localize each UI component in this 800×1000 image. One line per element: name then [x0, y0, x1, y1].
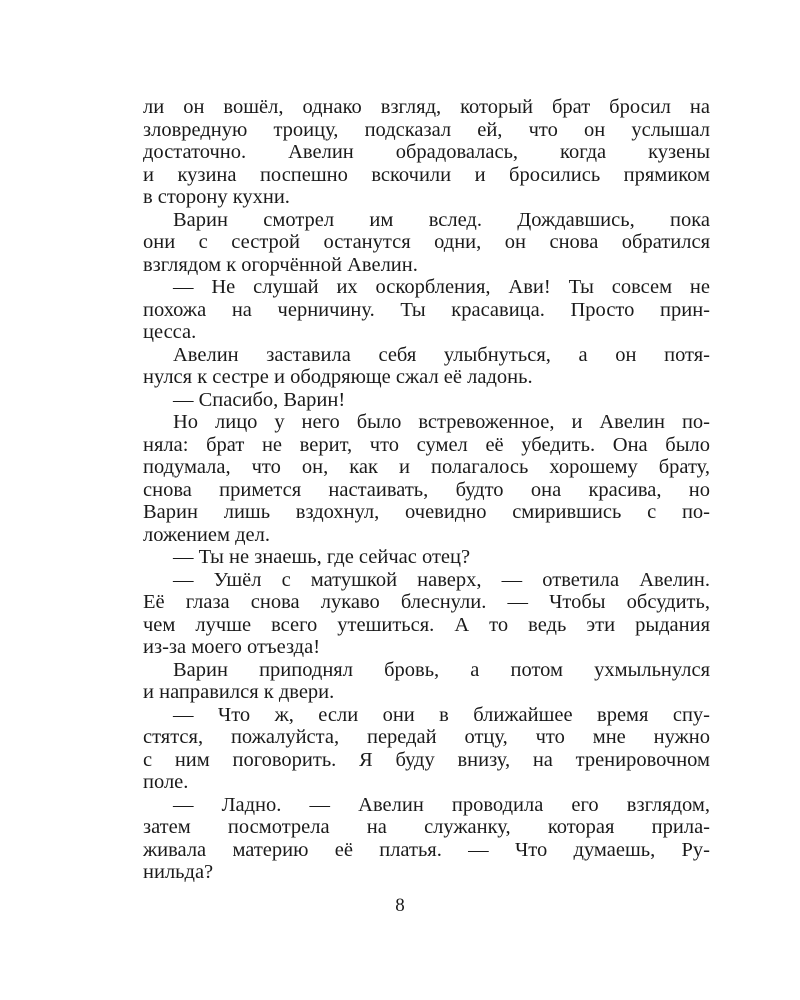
text-line: нильда?	[143, 861, 214, 883]
text-line: похожа на черничину. Ты красавица. Просто прин-	[143, 298, 710, 321]
text-line: поле.	[143, 771, 189, 793]
text-line: — Ушёл с матушкой наверх, — ответила Авелин.	[173, 568, 710, 591]
text-line: живала материю её платья. — Что думаешь, Ру-	[143, 838, 710, 861]
text-line: Авелин заставила себя улыбнуться, а он потя-	[173, 343, 710, 366]
text-line: — Ты не знаешь, где сейчас отец?	[173, 546, 471, 568]
text-line: — Ладно. — Авелин проводила его взглядом,	[173, 793, 710, 816]
text-line: — Что ж, если они в ближайшее время спу-	[173, 703, 710, 726]
text-line: Варин лишь вздохнул, очевидно смирившись с по-	[143, 501, 710, 523]
text-line: цесса.	[143, 321, 197, 343]
text-line: взглядом к огорчённой Авелин.	[143, 253, 418, 276]
page-number: 8	[395, 895, 405, 916]
text-line: ли он вошёл, однако взгляд, который брат бросил на	[143, 96, 710, 118]
text-line: Варин приподнял бровь, а потом ухмыльнулся	[173, 658, 710, 681]
text-line: стятся, пожалуйста, передай отцу, что мне нужно	[143, 726, 710, 748]
text-line: зловредную троицу, подсказал ей, что он услышал	[143, 118, 710, 141]
text-line: в сторону кухни.	[143, 186, 290, 208]
text-line: — Не слушай их оскорбления, Ави! Ты совсем не	[173, 276, 710, 298]
text-line: няла: брат не верит, что сумел её убедить. Она было	[143, 433, 710, 456]
text-line: подумала, что он, как и полагалось хорошему брату,	[143, 456, 710, 478]
text-line: Её глаза снова лукаво блеснули. — Чтобы обсудить,	[143, 591, 710, 613]
body-text	[143, 96, 710, 884]
text-line: из-за моего отъезда!	[143, 636, 321, 658]
text-line: достаточно. Авелин обрадовалась, когда кузены	[143, 141, 710, 163]
text-line: и направился к двери.	[143, 681, 335, 703]
text-line: затем посмотрела на служанку, которая прила-	[143, 816, 710, 838]
text-line: Варин смотрел им вслед. Дождавшись, пока	[173, 208, 710, 231]
text-line: нулся к сестре и ободряюще сжал её ладонь.	[143, 366, 533, 388]
text-line: чем лучше всего утешиться. А то ведь эти рыдания	[143, 613, 710, 636]
text-line: они с сестрой останутся одни, он снова обратился	[143, 231, 710, 253]
text-line: снова примется настаивать, будто она красива, но	[143, 478, 710, 501]
text-line: с ним поговорить. Я буду внизу, на тренировочном	[143, 748, 710, 771]
text-line: ложением дел.	[143, 523, 270, 546]
text-line: и кузина поспешно вскочили и бросились прямиком	[143, 163, 710, 186]
text-line: — Спасибо, Варин!	[173, 388, 346, 411]
text-line: Но лицо у него было встревоженное, и Авелин по-	[173, 411, 710, 433]
